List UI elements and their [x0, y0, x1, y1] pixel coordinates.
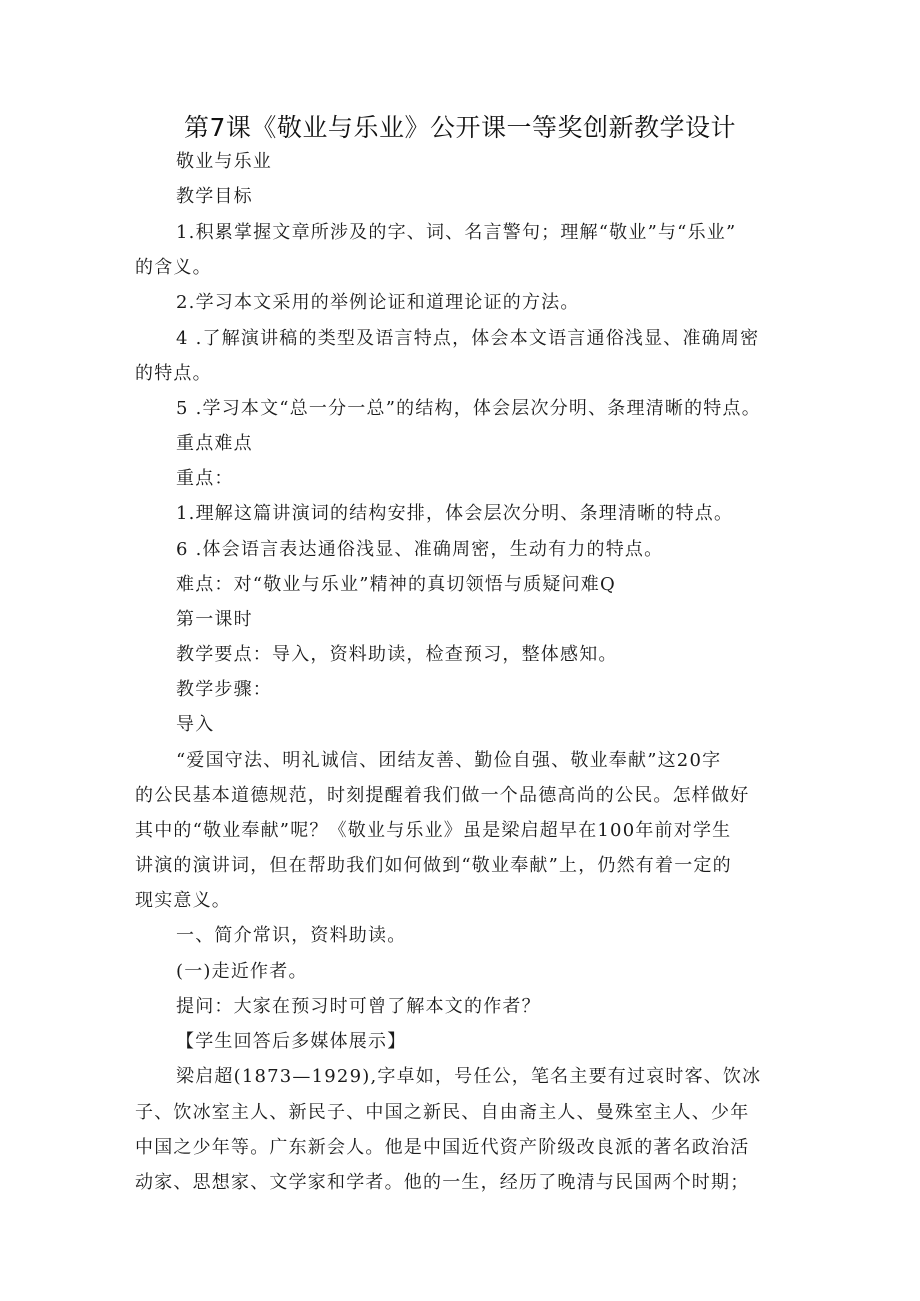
multimedia-display-note: 【学生回答后多媒体展示】 [176, 1031, 407, 1052]
lesson-one-heading: 第一课时 [176, 609, 253, 630]
objective-4-continued: 的特点。 [135, 363, 212, 384]
intro-paragraph-line: 其中的“敬业奉献”呢？《敬业与乐业》虽是梁启超早在100年前对学生 [135, 820, 732, 841]
objective-1-continued: 的含义。 [135, 257, 212, 278]
intro-paragraph-line: “爱国守法、明礼诚信、团结友善、勤俭自强、敬业奉献”这20字 [176, 750, 722, 771]
subtitle: 敬业与乐业 [176, 151, 272, 172]
objective-5: 5 .学习本文“总一分一总”的结构，体会层次分明、条理清晰的特点。 [176, 398, 761, 419]
intro-paragraph-line: 的公民基本道德规范，时刻提醒着我们做一个品德高尚的公民。怎样做好 [135, 785, 750, 806]
objectives-heading: 教学目标 [176, 186, 253, 207]
lesson-points: 教学要点：导入，资料助读，检查预习，整体感知。 [176, 644, 618, 665]
page-title: 第7课《敬业与乐业》公开课一等奖创新教学设计 [184, 113, 736, 142]
intro-paragraph-line: 现实意义。 [135, 890, 231, 911]
biography-line: 子、饮冰室主人、新民子、中国之新民、自由斋主人、曼殊室主人、少年 [135, 1102, 750, 1123]
biography-line: 中国之少年等。广东新会人。他是中国近代资产阶级改良派的著名政治活 [135, 1137, 750, 1158]
key-label: 重点： [176, 468, 234, 489]
subsection-author: (一)走近作者。 [176, 961, 308, 982]
objective-2: 2.学习本文采用的举例论证和道理论证的方法。 [176, 292, 580, 313]
objective-4: 4 .了解演讲稿的类型及语言特点，体会本文语言通俗浅显、准确周密 [176, 328, 760, 349]
intro-heading: 导入 [176, 714, 215, 735]
difficulty: 难点：对“敬业与乐业”精神的真切领悟与质疑问难Q [176, 574, 616, 595]
key-point-1: 1.理解这篇讲演词的结构安排，体会层次分明、条理清晰的特点。 [176, 503, 734, 524]
key-points-heading: 重点难点 [176, 433, 253, 454]
section-one-heading: 一、简介常识，资料助读。 [176, 925, 407, 946]
question: 提问：大家在预习时可曾了解本文的作者？ [176, 996, 541, 1017]
biography-line: 梁启超(1873—1929),字卓如，号任公，笔名主要有过哀时客、饮冰 [176, 1066, 762, 1087]
objective-1: 1.积累掌握文章所涉及的字、词、名言警句；理解“敬业”与“乐业” [176, 222, 737, 243]
intro-paragraph-line: 讲演的演讲词，但在帮助我们如何做到“敬业奉献”上，仍然有着一定的 [135, 855, 732, 876]
teaching-steps: 教学步骤： [176, 679, 272, 700]
biography-line: 动家、思想家、文学家和学者。他的一生，经历了晚清与民国两个时期； [135, 1172, 750, 1193]
key-point-6: 6 .体会语言表达通俗浅显、准确周密，生动有力的特点。 [176, 539, 664, 560]
